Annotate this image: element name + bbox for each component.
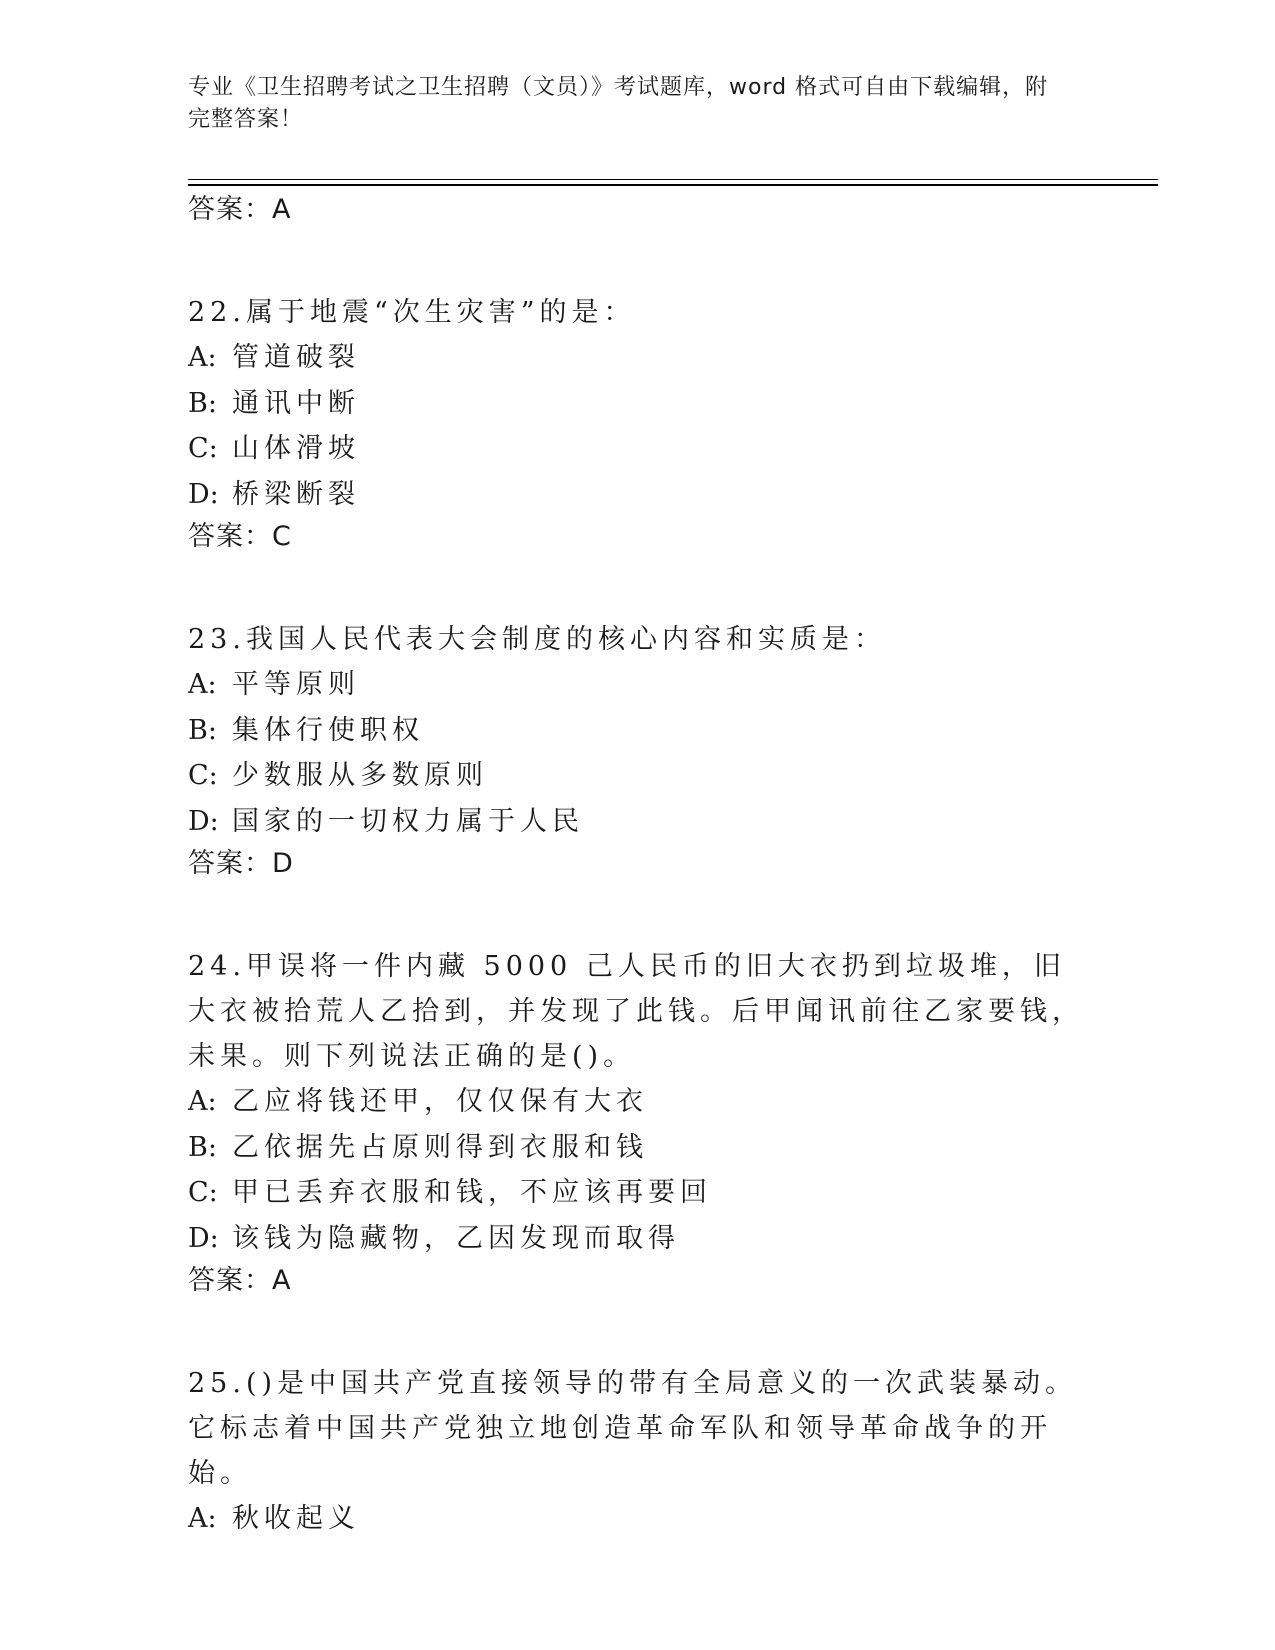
option-a (188, 335, 1088, 381)
option-text: 山体滑坡 (232, 433, 360, 464)
question-22 (188, 290, 1088, 557)
option-text: 国家的一切权力属于人民 (232, 805, 584, 837)
question-24 (188, 944, 1088, 1301)
option-a (188, 1079, 1088, 1125)
option-letter: A: (188, 1086, 217, 1117)
option-text: 桥梁断裂 (232, 478, 360, 510)
question-text: 23.我国人民代表大会制度的核心内容和实质是： (188, 624, 886, 655)
answer-22: 答案：C (188, 521, 292, 552)
option-letter: B: (188, 714, 217, 746)
option-letter: A: (188, 669, 217, 700)
option-letter: C: (188, 760, 218, 791)
header-divider-thin (188, 179, 1158, 180)
header-divider-thick (188, 184, 1158, 186)
option-d (188, 799, 1088, 845)
option-b (188, 708, 1088, 754)
option-a (188, 662, 1088, 708)
question-23 (188, 617, 1088, 884)
option-text: 秋收起义 (232, 1503, 360, 1534)
option-c (188, 426, 1088, 472)
question-list (188, 190, 1088, 1542)
option-letter: D: (188, 1222, 219, 1254)
document-header: 专业《卫生招聘考试之卫生招聘（文员）》考试题库，word 格式可自由下载编辑，附完整答案！ (188, 75, 1049, 132)
option-text: 平等原则 (232, 669, 360, 700)
option-text: 乙依据先占原则得到衣服和钱 (232, 1131, 648, 1163)
option-letter: A: (188, 1503, 217, 1534)
option-text: 通讯中断 (232, 387, 360, 419)
option-c (188, 753, 1088, 799)
answer-24: 答案：A (188, 1265, 292, 1296)
option-text: 该钱为隐藏物，乙因发现而取得 (232, 1222, 680, 1254)
option-b (188, 1125, 1088, 1171)
option-text: 乙应将钱还甲，仅仅保有大衣 (232, 1086, 648, 1117)
option-a (188, 1496, 1088, 1542)
option-text: 甲已丢弃衣服和钱，不应该再要回 (232, 1177, 712, 1208)
option-letter: D: (188, 478, 219, 510)
option-letter: C: (188, 1177, 218, 1208)
option-letter: A: (188, 342, 217, 373)
answer-21: 答案：A (188, 194, 292, 225)
question-25 (188, 1361, 1088, 1542)
option-letter: B: (188, 387, 217, 419)
option-d (188, 472, 1088, 518)
option-c (188, 1170, 1088, 1216)
option-text: 集体行使职权 (232, 714, 424, 746)
option-text: 管道破裂 (232, 342, 360, 373)
question-text: 24.甲误将一件内藏 5000 己人民币的旧大衣扔到垃圾堆，旧大衣被拾荒人乙拾到，并发现了此钱。后甲闻讯前往乙家要钱，未果。则下列说法正确的是()。 (188, 951, 1084, 1072)
question-text: 25.()是中国共产党直接领导的带有全局意义的一次武装暴动。它标志着中国共产党独立地创造革命军队和领导革命战争的开始。 (188, 1368, 1078, 1489)
answer-23: 答案：D (188, 848, 294, 879)
option-d (188, 1216, 1088, 1262)
option-text: 少数服从多数原则 (232, 760, 488, 791)
option-b (188, 381, 1088, 427)
option-letter: B: (188, 1131, 217, 1163)
question-text: 22.属于地震“次生灾害”的是： (188, 297, 636, 328)
option-letter: C: (188, 433, 218, 464)
option-letter: D: (188, 805, 219, 837)
